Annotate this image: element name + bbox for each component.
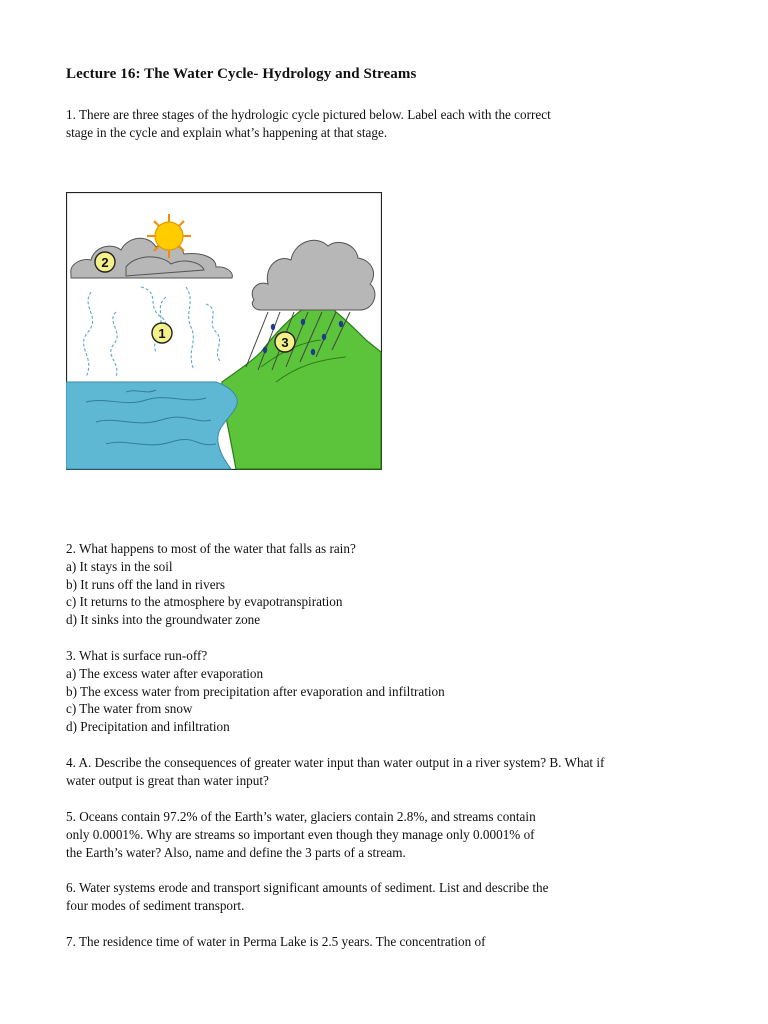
water-cycle-diagram (66, 192, 382, 470)
question-7: 7. The residence time of water in Perma Lake is 2.5 years. The concentration of (66, 934, 486, 949)
lake (66, 382, 237, 469)
svg-text:1: 1 (158, 326, 166, 341)
question-2: 2. What happens to most of the water that falls as rain? a) It stays in the soil b) It runs off the land in rivers c) It returns to the atmosphere by evapotranspiration d) It sinks into the groundwater zone (66, 541, 356, 628)
page-title: Lecture 16: The Water Cycle- Hydrology and Streams (66, 66, 417, 82)
question-4: 4. A. Describe the consequences of greater water input than water output in a river system? B. What if water output is great than water input? (66, 755, 605, 788)
svg-text:2: 2 (101, 255, 109, 270)
question-5: 5. Oceans contain 97.2% of the Earth’s water, glaciers contain 2.8%, and streams contain only 0.0001%. Why are streams so important even though they manage only 0.0001% of the Earth’s water? Also, name and define the 3 parts of a stream. (66, 809, 536, 860)
stage-label-1 (152, 323, 172, 343)
question-1: 1. There are three stages of the hydrologic cycle pictured below. Label each with the correct stage in the cycle and explain what’s happening at that stage. (66, 107, 551, 140)
question-6: 6. Water systems erode and transport significant amounts of sediment. List and describe the four modes of sediment transport. (66, 880, 549, 913)
svg-text:3: 3 (281, 335, 289, 350)
stage-label-2 (95, 252, 115, 272)
stage-label-3 (275, 332, 295, 352)
question-3: 3. What is surface run-off? a) The excess water after evaporation b) The excess water from precipitation after evaporation and infiltration c) The water from snow d) Precipitation and infiltration (66, 648, 445, 735)
water-cycle-figure (66, 192, 382, 470)
